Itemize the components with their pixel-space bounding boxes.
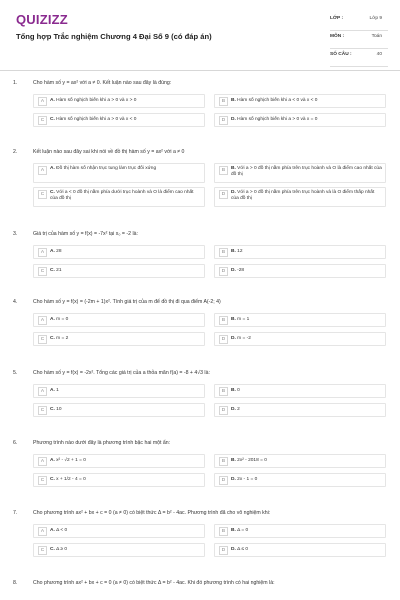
option-letter-box: D [219,267,228,276]
question-number: 8. [13,580,18,586]
option-letter-box: C [38,190,47,199]
option-letter-box: A [38,166,47,175]
meta-row-subject [330,31,388,49]
option-a[interactable] [33,163,205,183]
option-d[interactable] [214,543,386,557]
option-a[interactable] [33,94,205,108]
option-b[interactable] [214,313,386,327]
option-key: B. [231,458,236,463]
option-text: C. 21 [50,268,62,273]
option-key: A. [50,317,55,322]
question-number: 6. [13,440,18,446]
meta-label: LỚP : [330,16,344,21]
option-text: B. 12 [231,249,243,254]
document-header [0,0,400,66]
question-text: Cho phương trình ax² + bx + c = 0 (a ≠ 0) có biệt thức Δ = b² - 4ac. Phương trình đã cho vô nghiệm khi: [33,510,271,516]
option-c[interactable] [33,403,205,417]
meta-label: MÔN : [330,34,345,39]
option-letter-box: B [219,97,228,106]
option-key: D. [231,477,236,482]
option-a[interactable] [33,313,205,327]
question-text: Kết luận nào sau đây sai khi nói về đồ thị hàm số y = ax² với a ≠ 0 [33,149,185,155]
option-key: B. [231,98,236,103]
option-b[interactable] [214,94,386,108]
option-key: A. [50,98,55,103]
option-key: D. [231,190,236,195]
question-text: Cho phương trình ax² + bx + c = 0 (a ≠ 0) có biệt thức Δ = b² - 4ac. Khi đó phương trình có hai nghiệm là: [33,580,275,586]
option-a[interactable] [33,524,205,538]
question-text: Phương trình nào dưới đây là phương trình bậc hai một ẩn: [33,440,171,446]
option-key: C. [50,407,55,412]
option-key: D. [231,336,236,341]
option-c[interactable] [33,113,205,127]
question-number: 2. [13,149,18,155]
question-text: Cho hàm số y = f(x) = (-2m + 1)x². Tính giá trị của m để đồ thị đi qua điểm A(-2; 4) [33,299,221,305]
option-text: D. Hàm số nghịch biến khi a > 0 và x = 0 [231,117,318,122]
option-letter-box: D [219,406,228,415]
option-text: A. x² - √2 + 1 = 0 [50,458,86,463]
question-number: 5. [13,370,18,376]
option-key: C. [50,547,55,552]
option-letter-box: D [219,546,228,555]
option-key: D. [231,407,236,412]
option-letter-box: B [219,387,228,396]
option-text: C. 10 [50,407,62,412]
option-text: B. Hàm số nghịch biến khi a < 0 và x < 0 [231,98,318,103]
option-b[interactable] [214,163,386,183]
option-key: B. [231,166,236,171]
option-a[interactable] [33,245,205,259]
option-letter-box: A [38,527,47,536]
option-text: C. Với a < 0 đồ thị nằm phía dưới trục hoành và O là điểm cao nhất của đồ thị [50,190,194,201]
option-letter-box: A [38,387,47,396]
question-number: 4. [13,299,18,305]
meta-label: SỐ CÂU : [330,52,352,57]
option-key: A. [50,388,55,393]
option-text: D. Với a > 0 đồ thị nằm phía trên trục hoành và là O điểm thấp nhất của đồ thị [231,190,375,201]
option-letter-box: B [219,316,228,325]
option-d[interactable] [214,187,386,207]
question-number: 3. [13,231,18,237]
option-b[interactable] [214,454,386,468]
option-letter-box: C [38,267,47,276]
option-key: A. [50,249,55,254]
option-b[interactable] [214,384,386,398]
option-key: B. [231,317,236,322]
question-number: 7. [13,510,18,516]
option-b[interactable] [214,524,386,538]
option-b[interactable] [214,245,386,259]
option-key: B. [231,249,236,254]
question-text: Cho hàm số y = f(x) = -2x². Tổng các giá trị của a thỏa mãn f(a) = -8 + 4√3 là: [33,370,210,376]
option-letter-box: A [38,316,47,325]
option-d[interactable] [214,332,386,346]
option-text: A. Hàm số nghịch biến khi a > 0 và x > 0 [50,98,137,103]
option-c[interactable] [33,332,205,346]
option-key: B. [231,388,236,393]
option-letter-box: C [38,335,47,344]
option-text: D. Δ ≤ 0 [231,547,249,552]
option-key: C. [50,190,55,195]
option-a[interactable] [33,454,205,468]
option-c[interactable] [33,187,205,207]
option-text: D. 2x - 1 = 0 [231,477,258,482]
option-text: A. Đồ thị hàm số nhận trục tung làm trục đối xứng [50,166,157,171]
option-text: C. x + 1/2 - 4 = 0 [50,477,86,482]
meta-value: Toán [371,34,382,39]
option-letter-box: B [219,166,228,175]
option-d[interactable] [214,113,386,127]
option-text: B. 2x² - 2018 = 0 [231,458,267,463]
option-key: D. [231,268,236,273]
question-number: 1. [13,80,18,86]
option-letter-box: C [38,116,47,125]
option-letter-box: C [38,546,47,555]
option-d[interactable] [214,264,386,278]
option-key: A. [50,166,55,171]
option-key: C. [50,117,55,122]
option-text: B. 0 [231,388,240,393]
option-letter-box: B [219,527,228,536]
question-text: Giá trị của hàm số y = f(x) = -7x² tại x₀ = -2 là: [33,231,138,237]
option-text: A. 1 [50,388,59,393]
option-text: B. Δ = 0 [231,528,249,533]
option-letter-box: D [219,116,228,125]
option-text: D. m = -2 [231,336,251,341]
option-letter-box: A [38,97,47,106]
meta-table [330,13,388,67]
option-letter-box: B [219,248,228,257]
option-letter-box: A [38,248,47,257]
option-text: C. m = 2 [50,336,69,341]
option-c[interactable] [33,264,205,278]
meta-row-count [330,49,388,67]
option-letter-box: C [38,476,47,485]
option-key: D. [231,117,236,122]
option-d[interactable] [214,473,386,487]
option-key: C. [50,268,55,273]
option-text: D. -28 [231,268,245,273]
option-key: A. [50,528,55,533]
option-letter-box: A [38,457,47,466]
question-text: Cho hàm số y = ax² với a ≠ 0. Kết luận nào sau đây là đúng: [33,80,172,86]
option-c[interactable] [33,473,205,487]
quizizz-logo: QUIZIZZ [16,12,68,27]
option-letter-box: C [38,406,47,415]
option-text: D. 2 [231,407,240,412]
meta-row-class [330,13,388,31]
option-letter-box: D [219,190,228,199]
option-text: C. Δ ≥ 0 [50,547,68,552]
option-key: C. [50,336,55,341]
option-key: B. [231,528,236,533]
option-key: D. [231,547,236,552]
option-text: A. Δ < 0 [50,528,68,533]
document-title: Tổng hợp Trắc nghiệm Chương 4 Đại Số 9 (có đáp án) [16,32,212,41]
meta-value: 40 [376,52,382,57]
option-key: C. [50,477,55,482]
option-key: A. [50,458,55,463]
option-letter-box: B [219,457,228,466]
option-text: B. Với a > 0 đồ thị nằm phía trên trục hoành và O là điểm cao nhất của đồ thị [231,166,382,177]
option-text: B. m = 1 [231,317,250,322]
option-letter-box: D [219,476,228,485]
option-text: A. m = 0 [50,317,69,322]
option-text: A. 28 [50,249,62,254]
header-divider [0,70,400,71]
option-a[interactable] [33,384,205,398]
option-d[interactable] [214,403,386,417]
option-letter-box: D [219,335,228,344]
option-c[interactable] [33,543,205,557]
option-text: C. Hàm số nghịch biến khi a > 0 và x < 0 [50,117,137,122]
meta-value: Lớp 9 [369,16,382,21]
